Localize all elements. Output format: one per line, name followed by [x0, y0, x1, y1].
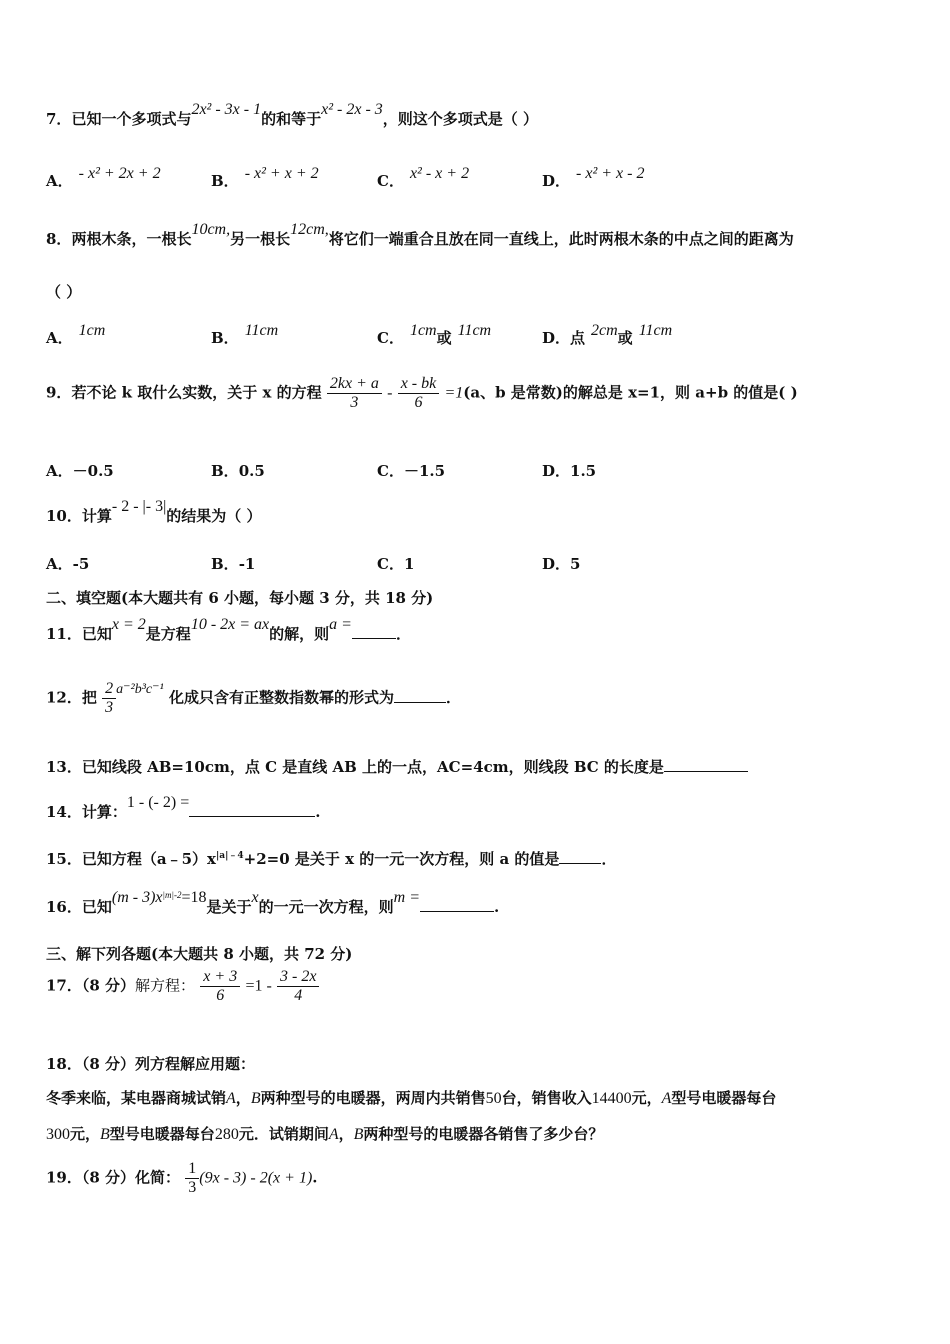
question-text: 的和等于 — [261, 110, 322, 128]
question-number: 8． — [46, 230, 72, 248]
math-expression: x² - 2x - 3 — [321, 101, 383, 118]
option-d: D．点 2cm或 11cm — [542, 322, 673, 347]
option-a: A． - x² + 2x + 2 — [46, 165, 161, 190]
question-12: 12．把 $\frac{2}{3}$ a⁻²b³c⁻¹ 化成只含有正整数指数幂的形式为 ． — [46, 680, 461, 716]
option-c: C．－1.5 — [377, 462, 446, 480]
option-c: C． x² - x + 2 — [377, 165, 470, 190]
question-17: 17．（8 分）解方程： $\frac{x + 3}{6}$ =1 - $\frac{3 - 2x}{4}$ — [46, 968, 319, 1005]
question-text: 计算 — [81, 507, 112, 525]
question-19: 19．（8 分）化简： $\frac{1}{3}$ (9x - 3) - 2(x + 1). — [46, 1160, 318, 1196]
question-11: 11．已知x = 2是方程10 - 2x = ax的解，则a =． — [46, 616, 411, 643]
answer-blank[interactable] — [559, 849, 601, 864]
option-c: C．1 — [377, 555, 415, 573]
question-15: 15．已知方程$(a﹣5)x^{|a|﹣4}+2=0$ 是关于 x 的一元一次方程，则 a 的值是 ． — [46, 850, 617, 868]
section-heading: 三、解下列各题(本大题共 8 小题，共 72 分) — [46, 945, 353, 963]
question-number: 9． — [46, 383, 72, 402]
answer-blank[interactable] — [420, 897, 494, 912]
option-b: B．0.5 — [211, 462, 265, 480]
math-expression: 12cm, — [290, 221, 329, 238]
question-10 — [46, 498, 262, 526]
question-8-paren: （ ） — [46, 283, 82, 301]
fraction: $\frac{x - bk}{6}$ — [398, 375, 440, 412]
option-b: B． - x² + x + 2 — [211, 165, 319, 190]
question-13: 13．已知线段 AB=10cm，点 C 是直线 AB 上的一点，AC=4cm，则线段 BC 的长度是 — [46, 756, 748, 777]
fraction: $\frac{2kx + a}{3}$ — [327, 375, 382, 412]
option-b: B． 11cm — [211, 322, 279, 347]
fraction: $\frac{x + 3}{6}$ — [200, 968, 240, 1005]
question-text: ，则这个多项式是（ ） — [382, 110, 539, 128]
math-expression: - 2 - |- 3| — [111, 498, 167, 515]
math-expression: 2x² - 3x - 1 — [191, 101, 262, 118]
section-heading: 二、填空题(本大题共有 6 小题，每小题 3 分，共 18 分) — [46, 589, 434, 607]
fraction: $\frac{3 - 2x}{4}$ — [277, 968, 319, 1005]
option-c: C． 1cm或 11cm — [377, 322, 492, 347]
question-18-line-2: 300元，B型号电暖器每台280元．试销期间A，B两种型号的电暖器各销售了多少台？ — [46, 1125, 604, 1143]
answer-blank[interactable] — [189, 802, 315, 817]
option-b: B．-1 — [211, 555, 256, 573]
question-text: 的结果为（ ） — [166, 507, 262, 525]
question-9: 9．若不论 k 取什么实数，关于 x 的方程 $\frac{2kx + a}{3}$ - $\frac{x - bk}{6}$ =1(a、b 是常数)的解总是 x=1，则 a+b 的值是( ) — [46, 375, 798, 411]
question-18-line-1: 冬季来临，某电器商城试销A，B两种型号的电暖器，两周内共销售50台，销售收入14400元，A型号电暖器每台 — [46, 1089, 777, 1107]
question-text: 已知一个多项式与 — [71, 110, 192, 128]
question-text: 两根木条，一根长 — [71, 230, 192, 248]
option-a: A．-5 — [46, 555, 90, 573]
fraction: $\frac{2}{3}$ — [102, 680, 116, 717]
question-16: 16．已知$(m - 3)x^{|m|-2}=18$是关于x的一元一次方程，则m =. — [46, 889, 500, 916]
question-number: 7． — [46, 110, 72, 128]
question-18: 18．（8 分）列方程解应用题： — [46, 1055, 256, 1073]
fraction: $\frac{1}{3}$ — [185, 1160, 199, 1197]
question-8 — [46, 221, 794, 249]
question-text: 将它们一端重合且放在同一直线上，此时两根木条的中点之间的距离为 — [328, 230, 794, 248]
option-d: D．5 — [542, 555, 581, 573]
question-14: 14．计算：1 - (- 2) =. — [46, 794, 321, 821]
option-a: A．－0.5 — [46, 462, 114, 480]
math-expression: 10cm, — [191, 221, 231, 238]
answer-blank[interactable] — [352, 624, 396, 639]
answer-blank[interactable] — [664, 757, 748, 772]
question-text: 另一根长 — [230, 230, 291, 248]
option-d: D．1.5 — [542, 462, 597, 480]
option-a: A． 1cm — [46, 322, 106, 347]
question-text: 若不论 k 取什么实数，关于 x 的方程 — [71, 383, 322, 402]
question-text: (a、b 是常数)的解总是 x=1，则 a+b 的值是( ) — [463, 383, 798, 402]
question-number: 10． — [46, 507, 82, 525]
option-d: D． - x² + x - 2 — [542, 165, 645, 190]
question-7 — [46, 101, 539, 129]
answer-blank[interactable] — [394, 688, 446, 703]
